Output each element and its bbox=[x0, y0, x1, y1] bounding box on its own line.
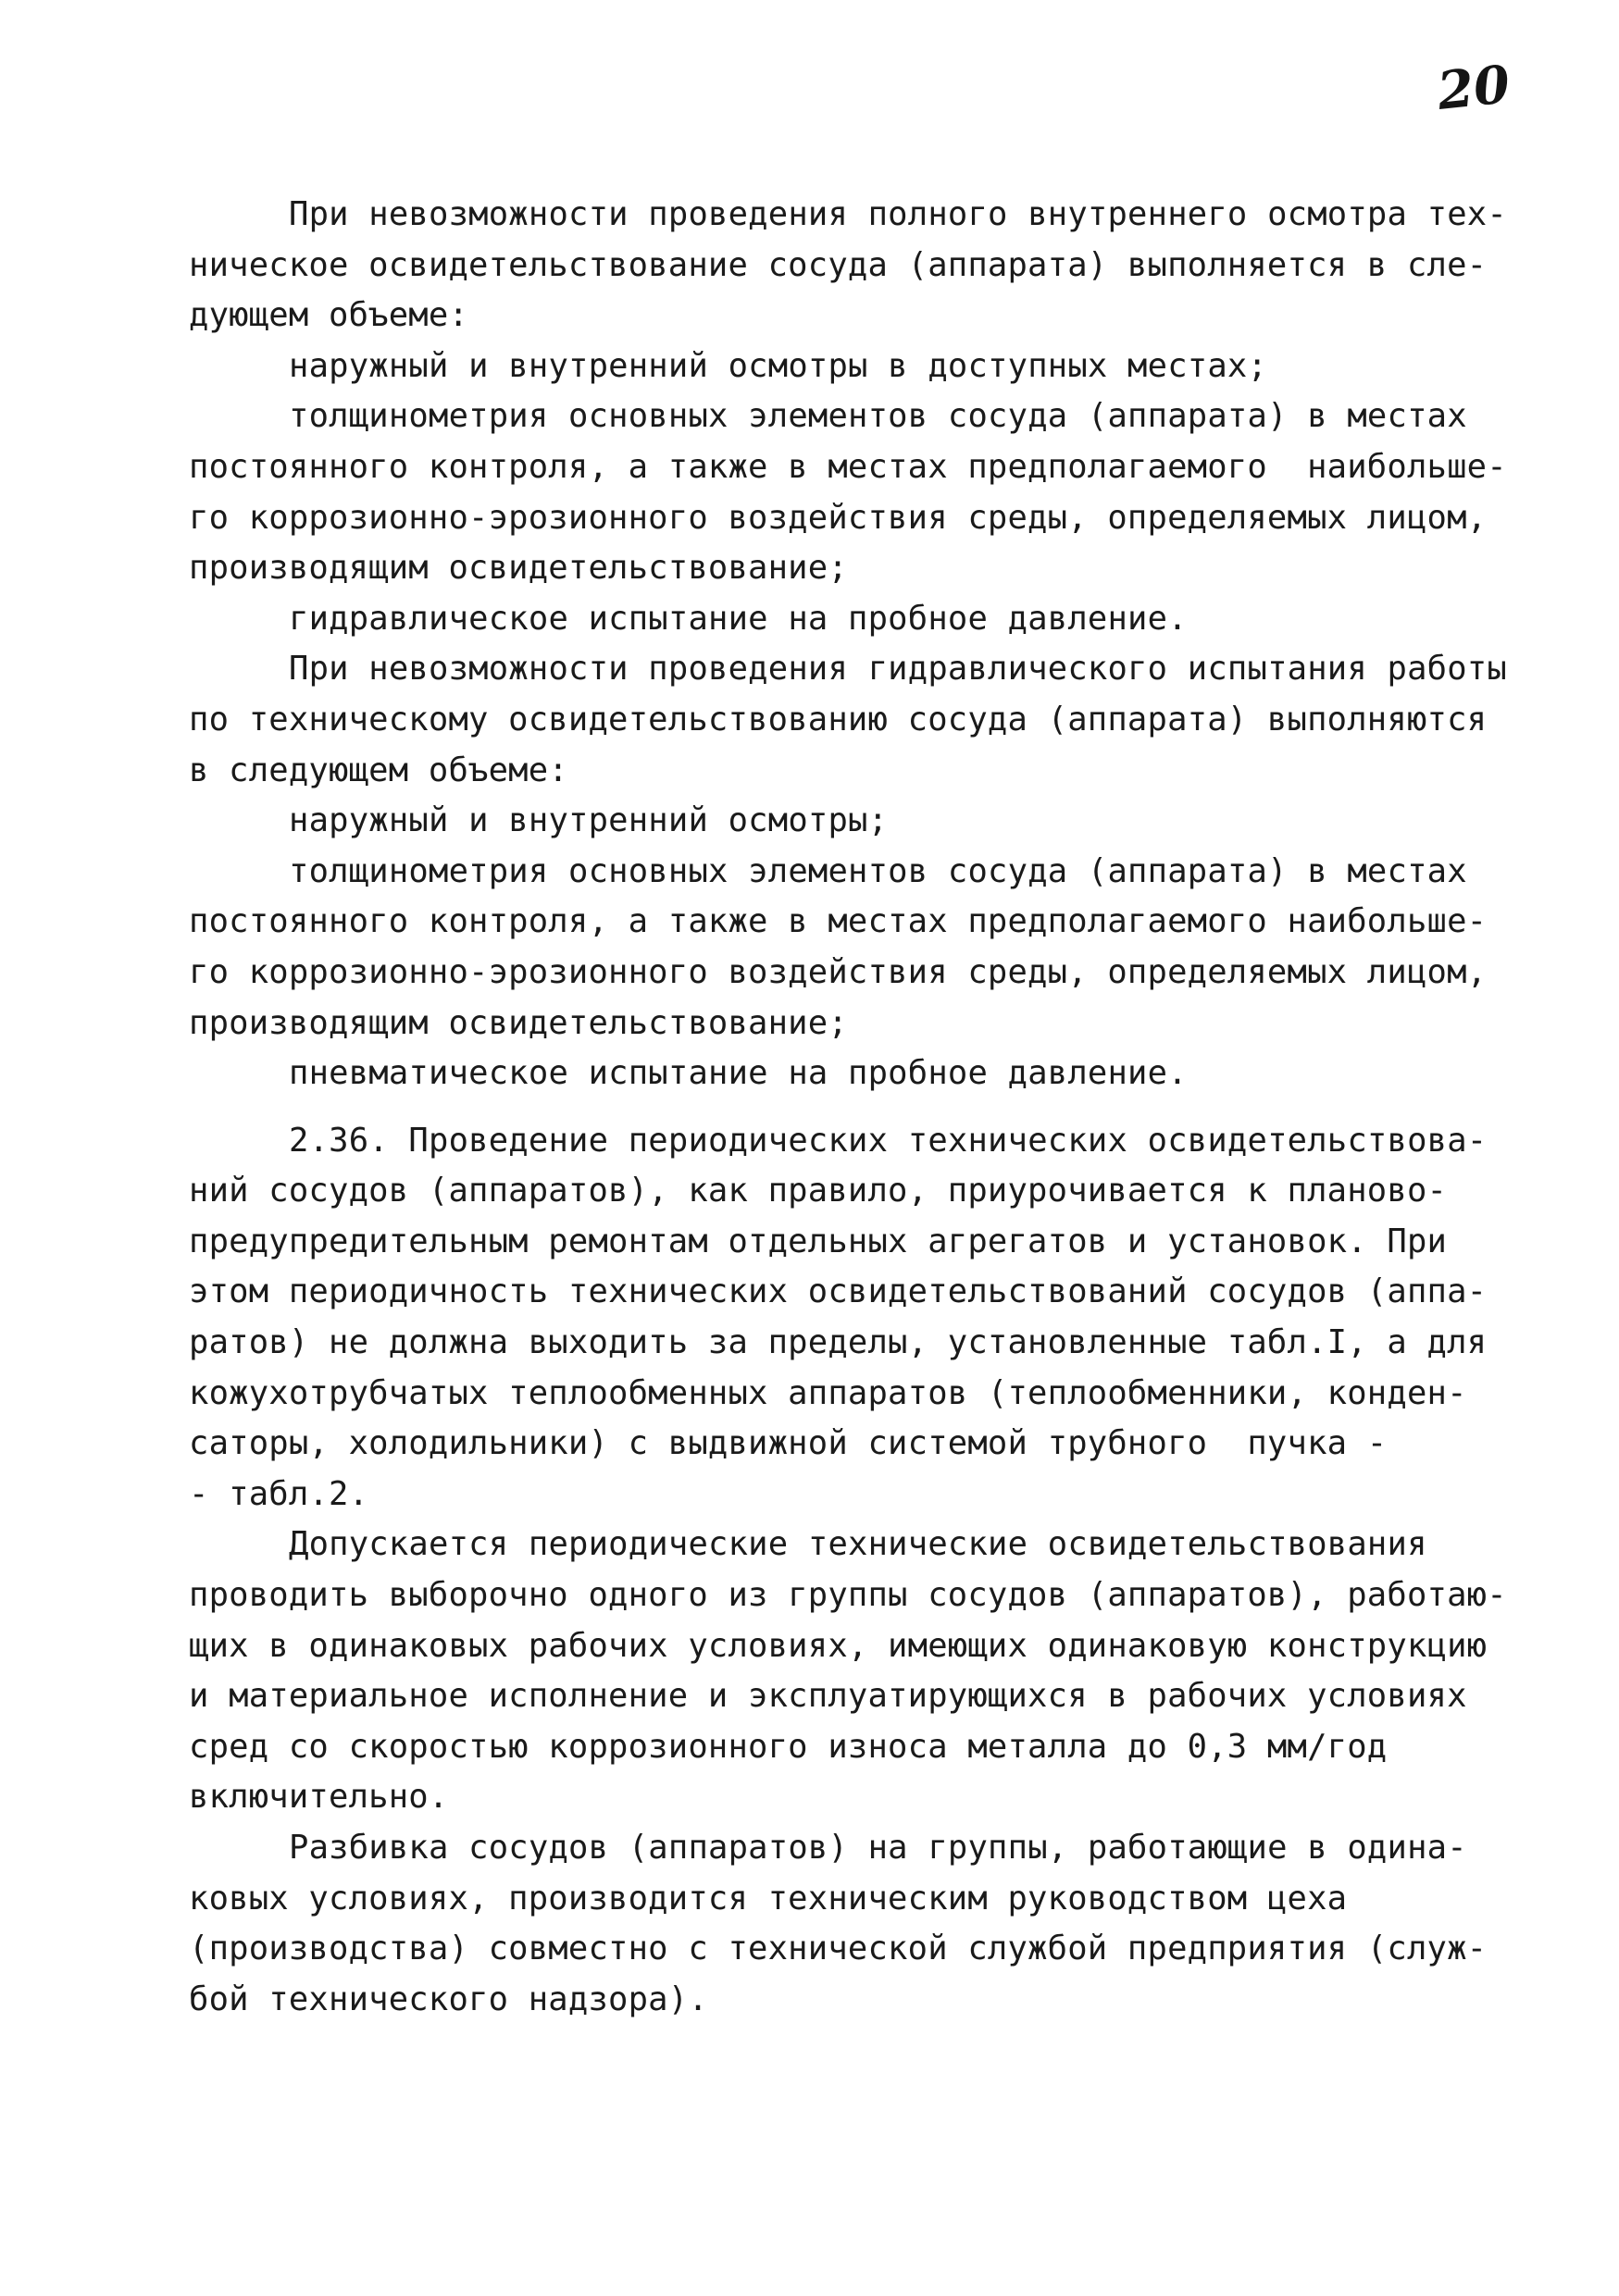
text-line: пневматическое испытание на пробное давление. bbox=[289, 1054, 1188, 1093]
paragraph-gap bbox=[189, 1099, 1503, 1116]
text-line: го коррозионно-эрозионного воздействия среды, определяемых лицом, bbox=[189, 498, 1488, 537]
text-line: толщинометрия основных элементов сосуда (аппарата) в местах bbox=[289, 397, 1467, 436]
text-line: При невозможности проведения полного внутреннего осмотра тех- bbox=[289, 195, 1507, 233]
text-line: толщинометрия основных элементов сосуда (аппарата) в местах bbox=[289, 851, 1467, 890]
text-line: При невозможности проведения гидравлического испытания работы bbox=[289, 650, 1507, 689]
document-body bbox=[189, 190, 1507, 2025]
text-line: - табл.2. bbox=[189, 1474, 369, 1513]
text-line: (производства) совместно с технической службой предприятия (служ- bbox=[189, 1930, 1488, 1968]
text-line: щих в одинаковых рабочих условиях, имеющих одинаковую конструкцию bbox=[189, 1626, 1488, 1665]
text-line: предупредительным ремонтам отдельных агрегатов и установок. При bbox=[189, 1222, 1448, 1260]
text-line: бой технического надзора). bbox=[189, 1980, 708, 2018]
text-line: кожухотрубчатых теплообменных аппаратов (теплообменники, конден- bbox=[189, 1373, 1467, 1412]
text-line: гидравлическое испытание на пробное давление. bbox=[289, 599, 1188, 638]
text-line: 2.36. Проведение периодических технических освидетельствова- bbox=[289, 1121, 1488, 1160]
text-line: го коррозионно-эрозионного воздействия среды, определяемых лицом, bbox=[189, 952, 1488, 991]
text-line: саторы, холодильники) с выдвижной системой трубного пучка - bbox=[189, 1424, 1388, 1463]
text-line: и материальное исполнение и эксплуатирующихся в рабочих условиях bbox=[189, 1677, 1467, 1716]
text-line: проводить выборочно одного из группы сосудов (аппаратов), работаю- bbox=[189, 1576, 1507, 1615]
text-line: включительно. bbox=[189, 1778, 449, 1817]
page-number: 20 bbox=[1434, 54, 1513, 122]
text-line: постоянного контроля, а также в местах предполагаемого наибольше- bbox=[189, 902, 1488, 941]
text-line: ний сосудов (аппаратов), как правило, приурочивается к планово- bbox=[189, 1172, 1448, 1210]
text-line: производящим освидетельствование; bbox=[189, 549, 848, 588]
text-line: в следующем объеме: bbox=[189, 751, 568, 789]
text-line: ковых условиях, производится техническим руководством цеха bbox=[189, 1879, 1348, 1917]
text-line: Допускается периодические технические освидетельствования bbox=[289, 1525, 1427, 1564]
text-line: производящим освидетельствование; bbox=[189, 1003, 848, 1042]
text-line: по техническому освидетельствованию сосуда (аппарата) выполняются bbox=[189, 700, 1488, 738]
text-line: ническое освидетельствование сосуда (аппарата) выполняется в сле- bbox=[189, 245, 1488, 284]
text-line: наружный и внутренний осмотры; bbox=[289, 801, 889, 840]
text-line: наружный и внутренний осмотры в доступных местах; bbox=[289, 346, 1268, 385]
text-line: ратов) не должна выходить за пределы, установленные табл.I, а для bbox=[189, 1323, 1488, 1362]
text-line: Разбивка сосудов (аппаратов) на группы, работающие в одина- bbox=[289, 1829, 1467, 1867]
text-line: постоянного контроля, а также в местах предполагаемого наибольше- bbox=[189, 447, 1507, 486]
text-line: сред со скоростью коррозионного износа металла до 0,3 мм/год bbox=[189, 1727, 1388, 1766]
text-line: этом периодичность технических освидетельствований сосудов (аппа- bbox=[189, 1272, 1488, 1311]
text-line: дующем объеме: bbox=[189, 296, 469, 335]
